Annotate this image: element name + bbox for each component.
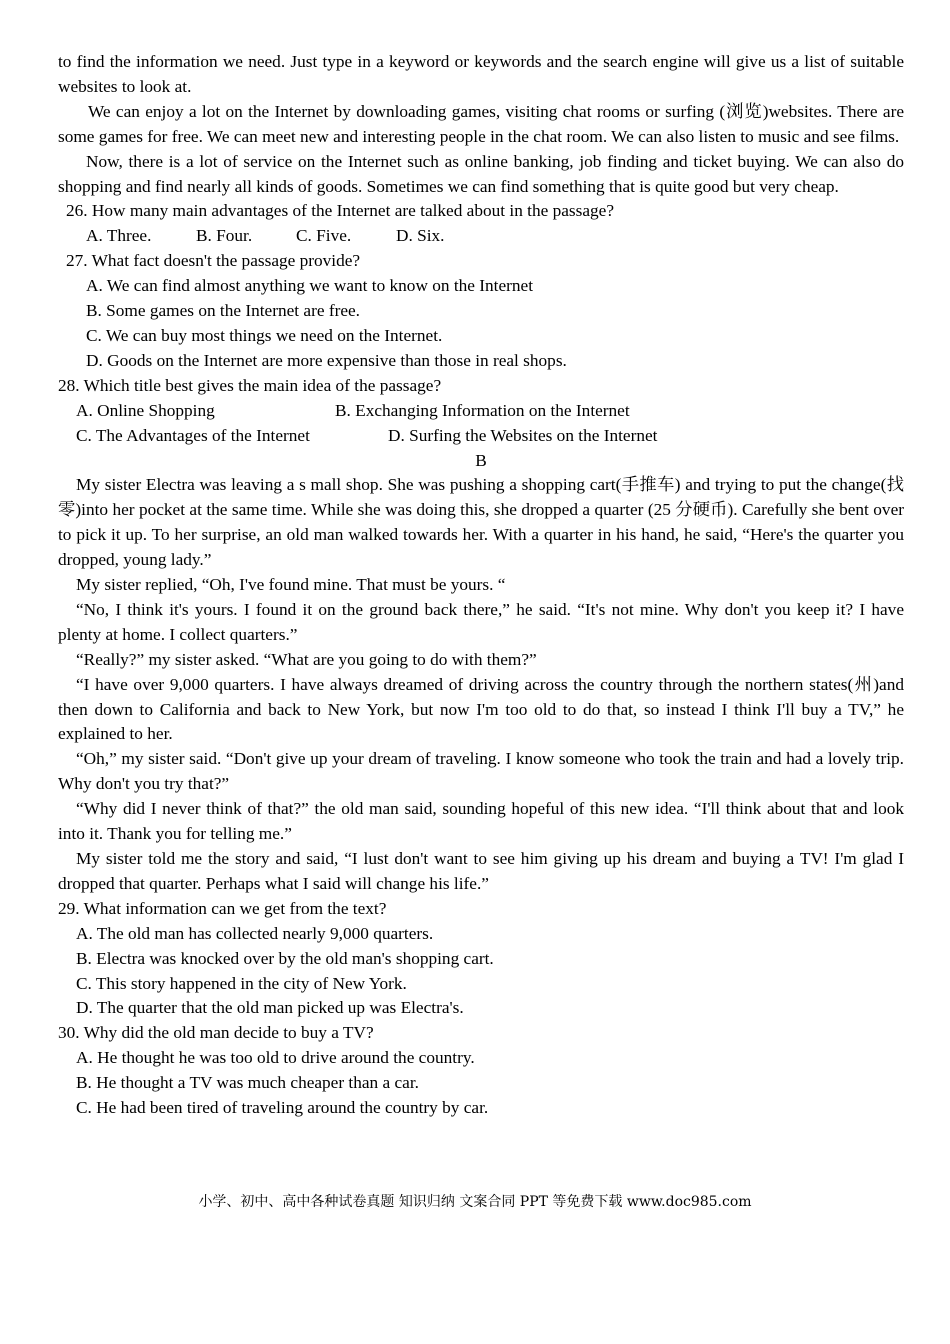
question-29-option-a: A. The old man has collected nearly 9,000 quarters. [76,923,434,943]
question-29: 29. What information can we get from the text? [58,898,387,918]
option-d: D. Surfing the Websites on the Internet [388,425,658,445]
question-29-option-c: C. This story happened in the city of New York. [76,973,407,993]
option-c: C. Five. [296,226,352,246]
option-a: A. Online Shopping [76,400,215,420]
passage-b-paragraph: “Really?” my sister asked. “What are you going to do with them?” [76,649,537,669]
question-26: 26. How many main advantages of the Internet are talked about in the passage? [66,201,615,221]
option-d: D. Six. [396,226,445,246]
passage-b-paragraph: “Why did I never think of that?” the old man said, sounding hopeful of this new idea. “I'll think about that and look into it. Thank you for telling me.” [58,799,904,844]
question-28: 28. Which title best gives the main idea of the passage? [58,375,442,395]
question-28-options-row-2 [58,424,904,449]
question-27-option-b: B. Some games on the Internet are free. [86,301,360,321]
question-30: 30. Why did the old man decide to buy a TV? [58,1023,374,1043]
question-27-option-c: C. We can buy most things we need on the Internet. [86,325,443,345]
passage-a-paragraph: to find the information we need. Just type in a keyword or keywords and the search engine will give us a list of suitable websites to look at. [58,52,904,96]
passage-b-paragraph: My sister replied, “Oh, I've found mine. That must be yours. “ [76,575,506,595]
passage-b-paragraph: “No, I think it's yours. I found it on the ground back there,” he said. “It's not mine. Why don't you keep it? I have plenty at home. I collect quarters.” [58,599,904,644]
option-b: B. Exchanging Information on the Internet [335,400,630,420]
question-27-option-a: A. We can find almost anything we want to know on the Internet [86,276,534,296]
question-30-option-b: B. He thought a TV was much cheaper than a car. [76,1073,419,1093]
page-footer: 小学、初中、高中各种试卷真题 知识归纳 文案合同 PPT 等免费下载 www.doc985.com [198,1194,752,1210]
question-30-option-a: A. He thought he was too old to drive around the country. [76,1048,475,1068]
passage-a-paragraph: We can enjoy a lot on the Internet by downloading games, visiting chat rooms or surfing (浏览)websites. There are some games for free. We can meet new and interesting people in the chat room. We can also listen to music and see films. [58,101,904,146]
question-27-option-d: D. Goods on the Internet are more expensive than those in real shops. [86,350,567,370]
passage-b-paragraph: My sister Electra was leaving a s mall shop. She was pushing a shopping cart(手推车) and trying to put the change(找零)into her pocket at the same time. While she was doing this, she dropped a quarter (25 分硬币). Carefully she bent over to pick it up. To her surprise, an old man walked towards her. With a quarter in his hand, he said, “Here's the quarter you dropped, young lady.” [58,475,904,570]
question-30-option-c: C. He had been tired of traveling around the country by car. [76,1098,489,1118]
question-27: 27. What fact doesn't the passage provide? [66,251,361,271]
option-a: A. Three. [86,226,152,246]
passage-b-paragraph: “I have over 9,000 quarters. I have always dreamed of driving across the country through the northern states(州)and then down to California and back to New York, but now I'm too old to do that, so instead I think I'll buy a TV,” he explained to her. [58,674,904,744]
section-heading-b: B [475,450,487,470]
question-29-option-d: D. The quarter that the old man picked up was Electra's. [76,998,464,1018]
question-28-options-row-1 [58,399,904,424]
option-b: B. Four. [196,226,253,246]
question-26-options [58,224,904,249]
question-29-option-b: B. Electra was knocked over by the old man's shopping cart. [76,948,494,968]
exam-page [58,50,904,1121]
passage-b-paragraph: My sister told me the story and said, “I lust don't want to see him giving up his dream and buying a TV! I'm glad I dropped that quarter. Perhaps what I said will change his life.” [58,849,904,893]
passage-a-paragraph: Now, there is a lot of service on the Internet such as online banking, job finding and ticket buying. We can also do shopping and find nearly all kinds of goods. Sometimes we can find something that is quite good but very cheap. [58,151,904,196]
passage-b-paragraph: “Oh,” my sister said. “Don't give up your dream of traveling. I know someone who took the train and had a lovely trip. Why don't you try that?” [58,749,904,794]
option-c: C. The Advantages of the Internet [76,425,310,445]
